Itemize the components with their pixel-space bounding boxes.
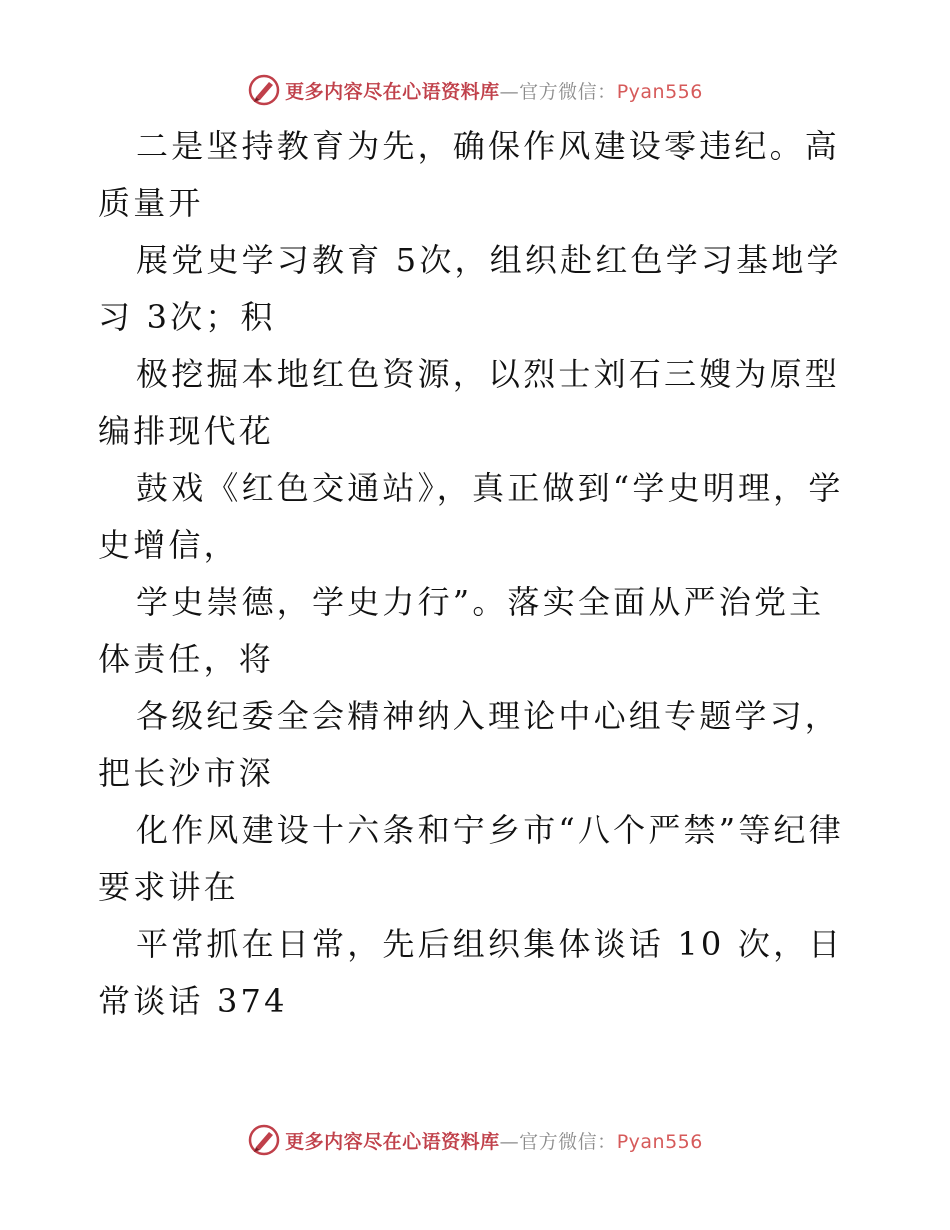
- watermark-dash: —: [499, 1130, 520, 1153]
- watermark-dash: —: [499, 80, 520, 103]
- paragraph-line: 极挖掘本地红色资源，以烈士刘石三嫂为原型编排现代花: [98, 355, 841, 450]
- paragraph-line: 学史崇德，学史力行”。落实全面从严治党主体责任，将: [98, 583, 825, 678]
- paragraph-line: 化作风建设十六条和宁乡市“八个严禁”等纪律要求讲在: [98, 811, 844, 906]
- paragraph-line: 各级纪委全会精神纳入理论中心组专题学习，把长沙市深: [98, 697, 841, 792]
- watermark-label: 官方微信：: [519, 80, 617, 103]
- header-watermark: [0, 70, 950, 110]
- footer-watermark: [0, 1120, 950, 1160]
- paragraph-line: 二是坚持教育为先，确保作风建设零违纪。高质量开: [98, 127, 841, 222]
- body-text: [98, 118, 858, 1030]
- pen-logo-icon: [247, 73, 281, 107]
- watermark-site-name: 更多内容尽在心语资料库: [285, 80, 500, 103]
- paragraph-line: 展党史学习教育 5次，组织赴红色学习基地学习 3次；积: [98, 241, 842, 336]
- watermark-wechat-id: Pyan556: [616, 80, 703, 103]
- paragraph-line: 平常抓在日常，先后组织集体谈话 10 次，日常谈话 374: [98, 925, 844, 1020]
- watermark-wechat-id: Pyan556: [616, 1130, 703, 1153]
- watermark-site-name: 更多内容尽在心语资料库: [285, 1130, 500, 1153]
- paragraph-line: 鼓戏《红色交通站》，真正做到“学史明理，学史增信，: [98, 469, 844, 564]
- watermark-label: 官方微信：: [519, 1130, 617, 1153]
- pen-logo-icon: [247, 1123, 281, 1157]
